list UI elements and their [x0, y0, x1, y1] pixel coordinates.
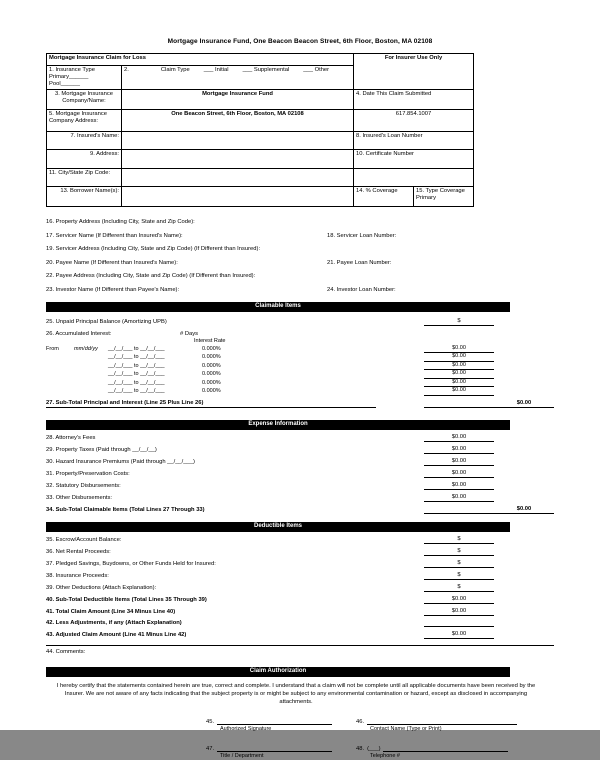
- field-45-number: 45.: [206, 718, 215, 725]
- mi-company-address-value: One Beacon Street, 6th Floor, Boston, MA 02108: [122, 110, 354, 132]
- title-department-line[interactable]: [217, 744, 332, 752]
- document-title: Mortgage Insurance Fund, One Beacon Beacon Street, 6th Floor, Boston, MA 02108: [167, 38, 433, 45]
- line-41-row: [46, 607, 554, 616]
- interest-row: [46, 387, 554, 396]
- claim-authorization-header: Claim Authorization: [46, 667, 510, 677]
- expense-information-header: Expense Information: [46, 420, 510, 430]
- field-row: [46, 233, 554, 240]
- expense-row: [46, 469, 554, 478]
- comments-field[interactable]: 44. Comments:: [46, 648, 86, 655]
- interest-dates-field[interactable]: __/__/___ to __/__/___: [108, 354, 165, 360]
- claim-type-initial-blank[interactable]: ___ Initial: [203, 67, 229, 73]
- telephone-line[interactable]: [383, 744, 508, 752]
- expense-row: [46, 457, 554, 466]
- from-label: From: [46, 345, 59, 352]
- adjusted-claim-amount[interactable]: $0.00: [424, 630, 494, 639]
- insurance-proceeds-label: 38. Insurance Proceeds:: [46, 572, 109, 579]
- deductible-items-header: Deductible Items: [46, 522, 510, 532]
- other-disbursements-amount[interactable]: $0.00: [424, 493, 494, 502]
- subtotal-principal-interest-total[interactable]: $0.00: [494, 399, 554, 408]
- claimable-items-header: Claimable Items: [46, 302, 510, 312]
- interest-row: [46, 353, 554, 362]
- net-rental-amount[interactable]: $: [424, 547, 494, 556]
- authorized-signature-line[interactable]: [217, 717, 332, 725]
- interest-rate-value[interactable]: 0.000%: [202, 354, 221, 360]
- field-row: [46, 260, 554, 267]
- address-field[interactable]: [122, 150, 354, 169]
- contact-name-label: Contact Name (Type or Print): [370, 725, 442, 732]
- servicer-address-field[interactable]: 19. Servicer Address (Including City, State and Zip Code) (If Different than Insured):: [46, 246, 261, 252]
- signature-row-1: [206, 717, 554, 725]
- address-label: 9. Address:: [47, 150, 122, 169]
- signature-labels-1: [206, 726, 554, 733]
- hazard-insurance-amount[interactable]: $0.00: [424, 457, 494, 466]
- line-42-row: [46, 619, 554, 627]
- interest-rate-value[interactable]: 0.000%: [202, 345, 221, 352]
- interest-dates-field[interactable]: __/__/___ to __/__/___: [108, 388, 165, 394]
- interest-amount-field[interactable]: $0.00: [424, 353, 494, 362]
- property-taxes-amount[interactable]: $0.00: [424, 445, 494, 454]
- other-disbursements-label: 33. Other Disbursements:: [46, 494, 113, 501]
- investor-name-field[interactable]: 23. Investor Name (If Different than Payee's Name):: [46, 286, 180, 293]
- insured-loan-number-field[interactable]: 8. Insured's Loan Number: [354, 132, 474, 150]
- subtotal-deductible-label: 40. Sub-Total Deductible Items (Total Lines 35 Through 39): [46, 596, 207, 603]
- subtotal-deductible-amount[interactable]: $0.00: [424, 595, 494, 604]
- claim-type-other-blank[interactable]: ___ Other: [303, 67, 330, 73]
- preservation-costs-amount[interactable]: $0.00: [424, 469, 494, 478]
- deductible-row: [46, 583, 554, 592]
- interest-amount-field[interactable]: $0.00: [424, 379, 494, 388]
- claim-type-cell[interactable]: [122, 66, 354, 90]
- line-27-amount-blank[interactable]: [424, 407, 494, 408]
- field-row: [46, 273, 554, 280]
- subtotal-claimable-label: 34. Sub-Total Claimable Items (Total Lines 27 Through 33): [46, 506, 205, 513]
- date-format-hint: mm/dd/yy: [74, 345, 98, 352]
- interest-dates-field[interactable]: __/__/___ to __/__/___: [108, 371, 165, 377]
- investor-loan-number-field[interactable]: 24. Investor Loan Number:: [327, 286, 396, 293]
- servicer-loan-number-field[interactable]: 18. Servicer Loan Number:: [327, 232, 397, 239]
- attorneys-fees-label: 28. Attorney's Fees: [46, 434, 96, 441]
- line-34-amount-blank[interactable]: [424, 513, 494, 514]
- interest-amount-field[interactable]: $0.00: [424, 345, 494, 354]
- line-40-row: [46, 595, 554, 604]
- field-row: [46, 246, 554, 253]
- interest-rate-value[interactable]: 0.000%: [202, 362, 221, 369]
- other-deductions-amount[interactable]: $: [424, 583, 494, 592]
- interest-rate-value[interactable]: 0.000%: [202, 379, 221, 386]
- deductible-row: [46, 547, 554, 556]
- expense-row: [46, 445, 554, 454]
- borrower-name-label: 13. Borrower Name(s):: [47, 187, 122, 207]
- telephone-label: Telephone #: [370, 752, 400, 759]
- signature-labels-2: [206, 753, 554, 760]
- authorized-signature-label: Authorized Signature: [220, 725, 272, 732]
- field-47-number: 47.: [206, 745, 215, 752]
- field-46-number: 46.: [356, 718, 365, 725]
- upb-label: 25. Unpaid Principal Balance (Amortizing UPB): [46, 318, 167, 325]
- mi-company-name-label: 3. Mortgage Insurance Company/Name:: [47, 90, 122, 110]
- mi-company-address-label: 5. Mortgage Insurance Company Address:: [47, 110, 122, 132]
- insurance-type-pool-blank[interactable]: Pool______: [49, 81, 80, 87]
- accumulated-interest-label: 26. Accumulated Interest:: [46, 330, 112, 337]
- insurer-use-only-box: For Insurer Use Only: [354, 54, 474, 90]
- property-taxes-label: 29. Property Taxes (Paid through __/__/__): [46, 446, 157, 453]
- interest-row: [46, 345, 554, 354]
- claim-header-table: [46, 53, 474, 207]
- statutory-disbursements-amount[interactable]: $0.00: [424, 481, 494, 490]
- insured-name-field[interactable]: [122, 132, 354, 150]
- city-state-zip-label: 11. City/State Zip Code:: [47, 169, 122, 187]
- field-48-number: 48.: [356, 745, 365, 752]
- type-coverage-label: 15. Type Coverage: [416, 188, 465, 194]
- borrower-name-field[interactable]: [122, 187, 354, 207]
- interest-row: [46, 370, 554, 379]
- mi-company-name-value: Mortgage Insurance Fund: [122, 90, 354, 110]
- attorneys-fees-amount[interactable]: $0.00: [424, 433, 494, 442]
- interest-dates-field[interactable]: __/__/___ to __/__/___: [108, 362, 165, 369]
- blank-cell-12[interactable]: [354, 169, 474, 187]
- total-claim-label: 41. Total Claim Amount (Line 34 Minus Line 40): [46, 608, 176, 615]
- statutory-disbursements-label: 32. Statutory Disbursements:: [46, 482, 121, 489]
- percent-coverage-field[interactable]: 14. % Coverage: [354, 187, 414, 207]
- type-coverage-value: Primary: [416, 195, 436, 201]
- city-state-zip-field[interactable]: [122, 169, 354, 187]
- subtotal-principal-interest-label: 27. Sub-Total Principal and Interest (Line 25 Plus Line 26): [46, 399, 376, 408]
- claim-type-supplemental-blank[interactable]: ___ Supplemental: [242, 67, 290, 73]
- interest-rate-header: Interest Rate: [194, 337, 226, 344]
- less-adjustments-label: 42. Less Adjustments, if any (Attach Explanation): [46, 619, 182, 626]
- claim-type-number: 2.: [124, 67, 129, 73]
- interest-row: [46, 362, 554, 371]
- hazard-insurance-label: 30. Hazard Insurance Premiums (Paid through __/__/___): [46, 458, 195, 465]
- insurer-phone: 617.854.1007: [354, 110, 474, 132]
- type-coverage-cell: [414, 187, 474, 207]
- interest-amount-field[interactable]: $0.00: [424, 362, 494, 371]
- form-title: Mortgage Insurance Claim for Loss: [47, 54, 354, 66]
- field-row: [46, 287, 554, 294]
- line-25-row: [46, 317, 554, 326]
- field-row: [46, 219, 554, 226]
- insurance-proceeds-amount[interactable]: $: [424, 571, 494, 580]
- interest-amount-field[interactable]: $0.00: [424, 370, 494, 379]
- interest-rate-header-row: [46, 338, 554, 345]
- insurance-type-primary-blank[interactable]: Primary______: [49, 74, 89, 80]
- interest-rate-value[interactable]: 0.000%: [202, 388, 221, 394]
- area-code-blank[interactable]: (___): [367, 745, 381, 752]
- interest-rate-value[interactable]: 0.000%: [202, 371, 221, 377]
- expense-row: [46, 493, 554, 502]
- escrow-balance-label: 35. Escrow/Account Balance:: [46, 536, 122, 543]
- other-deductions-label: 39. Other Deductions (Attach Explanation):: [46, 584, 157, 591]
- less-adjustments-amount[interactable]: [424, 626, 494, 627]
- payee-loan-number-field[interactable]: 21. Payee Loan Number:: [327, 259, 392, 266]
- payee-address-field[interactable]: 22. Payee Address (Including City, State and Zip Code) (If Different than Insured):: [46, 273, 256, 279]
- net-rental-label: 36. Net Rental Proceeds:: [46, 548, 111, 555]
- expense-row: [46, 481, 554, 490]
- line-34-row: [46, 505, 554, 514]
- line-26-row: [46, 330, 554, 338]
- servicer-name-field[interactable]: 17. Servicer Name (If Different than Insured's Name):: [46, 232, 183, 239]
- deductible-row: [46, 535, 554, 544]
- date-submitted-field[interactable]: 4. Date This Claim Submitted: [354, 90, 474, 110]
- interest-amount-field[interactable]: $0.00: [424, 387, 494, 396]
- insured-name-label: 7. Insured's Name:: [47, 132, 122, 150]
- line-27-row: [46, 399, 554, 408]
- title-department-label: Title / Department: [220, 752, 264, 759]
- deductible-row: [46, 559, 554, 568]
- escrow-balance-amount[interactable]: $: [424, 535, 494, 544]
- divider-line: [46, 645, 554, 646]
- party-fields-section: [46, 219, 554, 294]
- adjusted-claim-label: 43. Adjusted Claim Amount (Line 41 Minus Line 42): [46, 631, 187, 638]
- insurance-type-label: 1. Insurance Type: [49, 67, 95, 73]
- preservation-costs-label: 31. Property/Preservation Costs:: [46, 470, 130, 477]
- payee-name-field[interactable]: 20. Payee Name (If Different than Insured's Name):: [46, 259, 178, 266]
- deductible-row: [46, 571, 554, 580]
- days-header: # Days: [180, 330, 199, 337]
- insurance-type-cell[interactable]: [47, 66, 122, 90]
- upb-amount-field[interactable]: $: [424, 317, 494, 326]
- certificate-number-field[interactable]: 10. Certificate Number: [354, 150, 474, 169]
- pledged-savings-amount[interactable]: $: [424, 559, 494, 568]
- interest-dates-field[interactable]: __/__/___ to __/__/___: [108, 345, 165, 352]
- certification-text: I hereby certify that the statements contained herein are true, correct and complete. I understand that a claim will not be complete until all applicable documents have been received by the Insurer. We are not aware of any facts indicating that the subject property is or might be subject to any environmental contamination or hazard, except as disclosed in accompanying attachments.: [56, 682, 536, 705]
- subtotal-claimable-total[interactable]: $0.00: [494, 505, 554, 514]
- line-43-row: [46, 630, 554, 639]
- property-address-field[interactable]: 16. Property Address (Including City, State and Zip Code):: [46, 219, 195, 225]
- interest-dates-field[interactable]: __/__/___ to __/__/___: [108, 379, 165, 386]
- contact-name-line[interactable]: [367, 717, 517, 725]
- pledged-savings-label: 37. Pledged Savings, Buydowns, or Other Funds Held for Insured:: [46, 560, 216, 567]
- signature-row-2: [206, 744, 554, 752]
- claim-type-label: Claim Type: [160, 67, 190, 73]
- interest-row: [46, 379, 554, 388]
- expense-row: [46, 433, 554, 442]
- total-claim-amount[interactable]: $0.00: [424, 607, 494, 616]
